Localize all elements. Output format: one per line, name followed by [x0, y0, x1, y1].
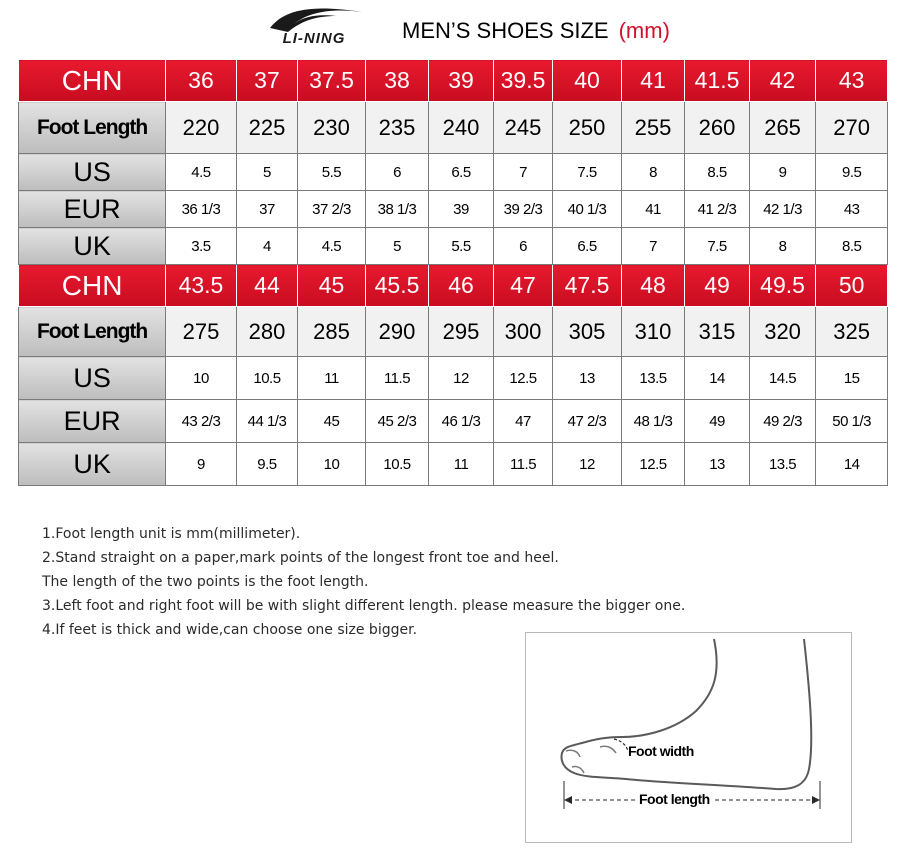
size-cell: 41 — [621, 60, 685, 102]
size-cell: 41 — [621, 191, 685, 228]
size-cell: 39 — [429, 60, 494, 102]
size-cell: 14.5 — [749, 357, 816, 400]
size-cell: 6 — [493, 228, 552, 265]
size-cell: 270 — [816, 102, 888, 154]
size-cell: 11.5 — [365, 357, 429, 400]
size-cell: 42 1/3 — [749, 191, 816, 228]
row-label: US — [19, 357, 166, 400]
size-cell: 46 — [429, 265, 494, 307]
size-cell: 285 — [298, 307, 366, 357]
size-cell: 39.5 — [493, 60, 552, 102]
size-cell: 255 — [621, 102, 685, 154]
header — [0, 0, 907, 60]
size-cell: 36 1/3 — [166, 191, 237, 228]
size-cell: 5 — [365, 228, 429, 265]
size-cell: 295 — [429, 307, 494, 357]
size-row-chn — [19, 265, 888, 307]
size-cell: 14 — [816, 443, 888, 486]
size-row-eur — [19, 400, 888, 443]
size-cell: 38 — [365, 60, 429, 102]
size-cell: 7.5 — [685, 228, 750, 265]
size-cell: 47 2/3 — [553, 400, 622, 443]
size-cell: 290 — [365, 307, 429, 357]
size-cell: 4 — [236, 228, 297, 265]
size-cell: 45 — [298, 265, 366, 307]
size-cell: 47 — [493, 265, 552, 307]
page-title — [402, 18, 670, 44]
size-cell: 43 2/3 — [166, 400, 237, 443]
size-cell: 40 — [553, 60, 622, 102]
brand-name: LI-NING — [282, 30, 346, 47]
size-cell: 9 — [166, 443, 237, 486]
size-cell: 43 — [816, 191, 888, 228]
size-row-eur — [19, 191, 888, 228]
size-cell: 37.5 — [298, 60, 366, 102]
size-chart-table — [18, 59, 888, 486]
size-cell: 325 — [816, 307, 888, 357]
size-cell: 5 — [236, 154, 297, 191]
size-cell: 48 1/3 — [621, 400, 685, 443]
size-cell: 14 — [685, 357, 750, 400]
size-row-uk — [19, 443, 888, 486]
size-cell: 7.5 — [553, 154, 622, 191]
size-cell: 260 — [685, 102, 750, 154]
size-cell: 235 — [365, 102, 429, 154]
size-cell: 12 — [429, 357, 494, 400]
size-cell: 12.5 — [493, 357, 552, 400]
row-label: EUR — [19, 191, 166, 228]
size-cell: 13 — [685, 443, 750, 486]
size-cell: 300 — [493, 307, 552, 357]
row-label: UK — [19, 228, 166, 265]
row-label: US — [19, 154, 166, 191]
note-line: 3.Left foot and right foot will be with slight different length. please measure the bigger one. — [42, 598, 686, 614]
row-label: CHN — [19, 265, 166, 307]
size-cell: 8.5 — [816, 228, 888, 265]
size-cell: 13 — [553, 357, 622, 400]
size-cell: 6.5 — [553, 228, 622, 265]
size-cell: 6 — [365, 154, 429, 191]
size-row-us — [19, 154, 888, 191]
size-cell: 265 — [749, 102, 816, 154]
note-line: 2.Stand straight on a paper,mark points of the longest front toe and heel. — [42, 550, 559, 566]
title-text: MEN’S SHOES SIZE — [402, 18, 609, 43]
size-cell: 10.5 — [236, 357, 297, 400]
size-cell: 38 1/3 — [365, 191, 429, 228]
size-cell: 6.5 — [429, 154, 494, 191]
size-cell: 47 — [493, 400, 552, 443]
size-cell: 7 — [621, 228, 685, 265]
size-cell: 41 2/3 — [685, 191, 750, 228]
size-cell: 43.5 — [166, 265, 237, 307]
size-cell: 49 2/3 — [749, 400, 816, 443]
size-cell: 11 — [429, 443, 494, 486]
size-cell: 49.5 — [749, 265, 816, 307]
note-line: 4.If feet is thick and wide,can choose one size bigger. — [42, 622, 418, 638]
size-cell: 12 — [553, 443, 622, 486]
note-line: 1.Foot length unit is mm(millimeter). — [42, 526, 301, 542]
size-cell: 9.5 — [816, 154, 888, 191]
size-cell: 42 — [749, 60, 816, 102]
size-cell: 9 — [749, 154, 816, 191]
size-cell: 49 — [685, 400, 750, 443]
size-cell: 7 — [493, 154, 552, 191]
size-cell: 46 1/3 — [429, 400, 494, 443]
size-row-foot-length — [19, 102, 888, 154]
row-label: CHN — [19, 60, 166, 102]
li-ning-logo — [262, 4, 366, 50]
note-line: The length of the two points is the foot length. — [42, 574, 369, 590]
size-cell: 49 — [685, 265, 750, 307]
size-cell: 305 — [553, 307, 622, 357]
size-cell: 40 1/3 — [553, 191, 622, 228]
size-cell: 47.5 — [553, 265, 622, 307]
size-cell: 13.5 — [621, 357, 685, 400]
row-label: UK — [19, 443, 166, 486]
size-cell: 9.5 — [236, 443, 297, 486]
size-cell: 50 — [816, 265, 888, 307]
size-cell: 315 — [685, 307, 750, 357]
size-cell: 310 — [621, 307, 685, 357]
size-cell: 11.5 — [493, 443, 552, 486]
size-cell: 37 2/3 — [298, 191, 366, 228]
size-cell: 43 — [816, 60, 888, 102]
size-cell: 4.5 — [298, 228, 366, 265]
size-cell: 39 — [429, 191, 494, 228]
size-cell: 3.5 — [166, 228, 237, 265]
size-row-foot-length — [19, 307, 888, 357]
size-cell: 10.5 — [365, 443, 429, 486]
size-cell: 45 — [298, 400, 366, 443]
foot-length-label: Foot length — [636, 791, 713, 807]
size-cell: 220 — [166, 102, 237, 154]
size-cell: 36 — [166, 60, 237, 102]
row-label: Foot Length — [19, 102, 166, 154]
size-cell: 230 — [298, 102, 366, 154]
size-cell: 50 1/3 — [816, 400, 888, 443]
size-cell: 11 — [298, 357, 366, 400]
row-label: EUR — [19, 400, 166, 443]
size-cell: 320 — [749, 307, 816, 357]
size-cell: 280 — [236, 307, 297, 357]
size-cell: 250 — [553, 102, 622, 154]
size-row-uk — [19, 228, 888, 265]
size-cell: 45.5 — [365, 265, 429, 307]
size-cell: 240 — [429, 102, 494, 154]
size-cell: 44 — [236, 265, 297, 307]
size-cell: 5.5 — [429, 228, 494, 265]
title-unit: (mm) — [618, 18, 670, 43]
size-cell: 245 — [493, 102, 552, 154]
size-cell: 10 — [298, 443, 366, 486]
size-cell: 41.5 — [685, 60, 750, 102]
size-cell: 8 — [621, 154, 685, 191]
size-cell: 37 — [236, 60, 297, 102]
size-cell: 5.5 — [298, 154, 366, 191]
size-cell: 15 — [816, 357, 888, 400]
size-cell: 8.5 — [685, 154, 750, 191]
size-cell: 45 2/3 — [365, 400, 429, 443]
size-cell: 225 — [236, 102, 297, 154]
size-cell: 44 1/3 — [236, 400, 297, 443]
size-row-chn — [19, 60, 888, 102]
size-cell: 37 — [236, 191, 297, 228]
size-cell: 13.5 — [749, 443, 816, 486]
size-cell: 4.5 — [166, 154, 237, 191]
foot-width-label: Foot width — [628, 743, 694, 759]
size-cell: 12.5 — [621, 443, 685, 486]
size-cell: 8 — [749, 228, 816, 265]
size-cell: 275 — [166, 307, 237, 357]
row-label: Foot Length — [19, 307, 166, 357]
size-cell: 39 2/3 — [493, 191, 552, 228]
foot-outline-icon — [526, 633, 851, 842]
measurement-notes — [42, 522, 742, 642]
size-cell: 10 — [166, 357, 237, 400]
foot-measure-diagram — [525, 632, 852, 843]
size-cell: 48 — [621, 265, 685, 307]
size-row-us — [19, 357, 888, 400]
